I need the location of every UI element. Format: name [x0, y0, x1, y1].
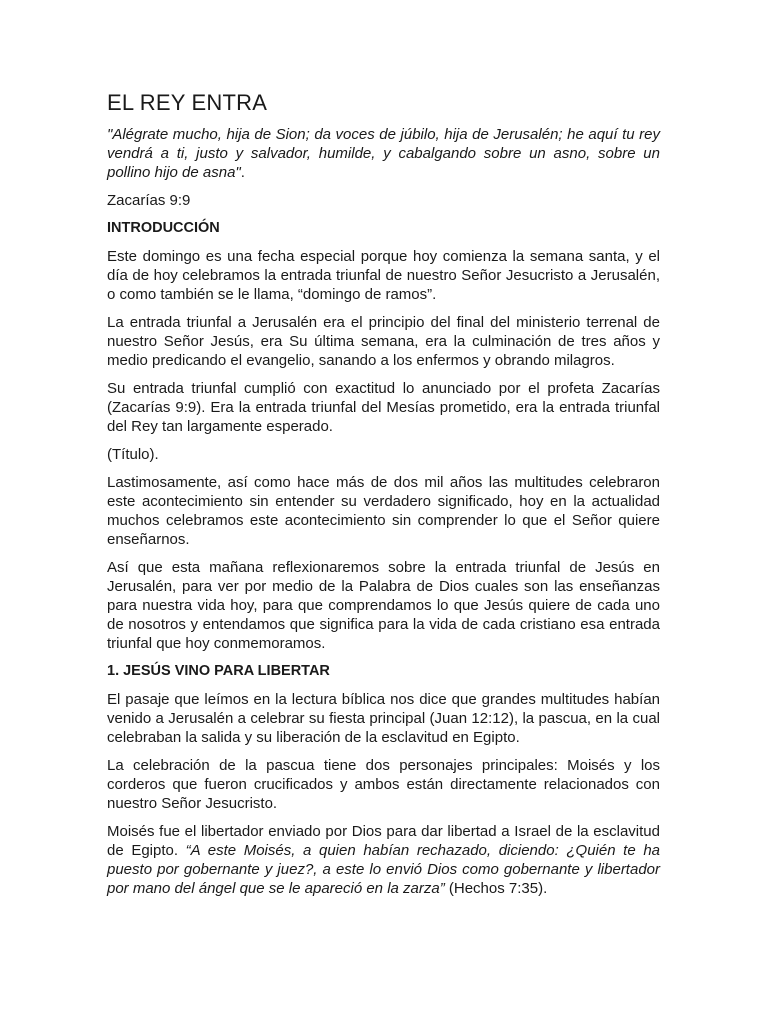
- document-page: [107, 90, 660, 907]
- hechos-reference: (Hechos 7:35).: [444, 880, 548, 897]
- section1-heading: 1. JESÚS VINO PARA LIBERTAR: [107, 663, 330, 679]
- intro-paragraph: Este domingo es una fecha especial porque hoy comienza la semana santa, y el día de hoy celebramos la entrada triunfal de nuestro Señor Jesucristo a Jerusalén, o como también se le llama, “domingo de ramos”.: [107, 248, 660, 303]
- section1-paragraph: La celebración de la pascua tiene dos personajes principales: Moisés y los corderos que fueron crucificados y ambos están directamente relacionados con nuestro Señor Jesucristo.: [107, 757, 660, 812]
- intro-paragraph: La entrada triunfal a Jerusalén era el principio del final del ministerio terrenal de nuestro Señor Jesús, era Su última semana, era la culminación de tres años y medio predicando el evangelio, sanando a los enfermos y obrando milagros.: [107, 314, 660, 369]
- section1-paragraph-with-quote: [107, 822, 660, 898]
- epigraph-reference: Zacarías 9:9: [107, 192, 191, 209]
- intro-paragraph: (Título).: [107, 446, 159, 463]
- intro-paragraph: Su entrada triunfal cumplió con exactitud lo anunciado por el profeta Zacarías (Zacarías 9:9). Era la entrada triunfal del Mesías prometido, era la entrada triunfal del Rey tan largamente esperado.: [107, 380, 660, 435]
- intro-paragraph: Lastimosamente, así como hace más de dos mil años las multitudes celebraron este acontecimiento sin entender su verdadero significado, hoy en la actualidad muchos celebramos este acontecimiento sin comprender lo que el Señor quiere enseñarnos.: [107, 474, 660, 548]
- epigraph-quote: [107, 125, 660, 182]
- section1-lead-text: Moisés fue el libertador enviado por Dios para dar libertad a Israel de la esclavitud de Egipto.: [107, 823, 660, 859]
- hechos-quote: “A este Moisés, a quien habían rechazado, diciendo: ¿Quién te ha puesto por gobernante y juez?, a este lo envió Dios como gobernante y libertador por mano del ángel que se le apareció en la zarza”: [107, 842, 661, 897]
- intro-heading: INTRODUCCIÓN: [107, 220, 220, 236]
- epigraph-quote-text: "Alégrate mucho, hija de Sion; da voces de júbilo, hija de Jerusalén; he aquí tu rey vendrá a ti, justo y salvador, humilde, y cabalgando sobre un asno, sobre un pollino hijo de asna": [107, 126, 660, 181]
- document-title: EL REY ENTRA: [107, 90, 268, 115]
- section1-paragraph: El pasaje que leímos en la lectura bíblica nos dice que grandes multitudes habían venido a Jerusalén a celebrar su fiesta principal (Juan 12:12), la pascua, en la cual celebraban la salida y su liberación de la esclavitud en Egipto.: [107, 691, 660, 746]
- epigraph-quote-end: .: [240, 164, 245, 181]
- intro-paragraph: Así que esta mañana reflexionaremos sobre la entrada triunfal de Jesús en Jerusalén, para ver por medio de la Palabra de Dios cuales son las enseñanzas para nuestra vida hoy, para que comprendamos lo que Jesús quiere de cada uno de nosotros y entendamos que significa para la vida de cada cristiano esa entrada triunfal que hoy conmemoramos.: [107, 559, 660, 652]
